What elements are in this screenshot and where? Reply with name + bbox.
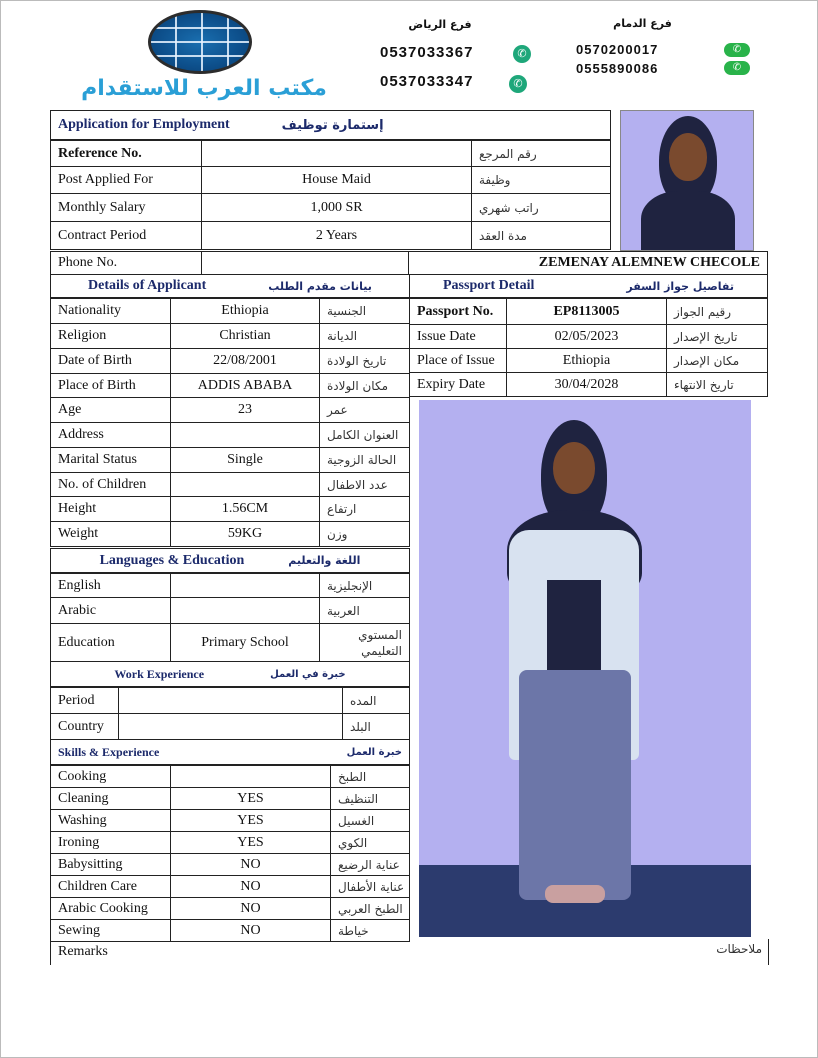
languages-value: Primary School	[170, 623, 320, 662]
skills-label-ar: خياطة	[330, 919, 410, 942]
skills-value: NO	[170, 897, 331, 920]
passport-value: 02/05/2023	[506, 324, 667, 349]
passport-title-ar: تفاصيل جواز السفر	[626, 279, 734, 293]
skills-label: Ironing	[50, 831, 171, 854]
agency-logo-icon	[148, 10, 252, 74]
skills-label-ar: عناية الأطفال	[330, 875, 410, 898]
applicant-label-ar: الحالة الزوجية	[319, 447, 410, 473]
applicant-label: Address	[50, 422, 171, 448]
applicant-photo-full	[419, 400, 751, 937]
work-value	[118, 713, 343, 740]
phone-value	[201, 251, 409, 275]
applicant-label-ar: عدد الاطفال	[319, 472, 410, 497]
passport-label: Expiry Date	[409, 372, 507, 397]
passport-label-ar: رقيم الجواز	[666, 298, 768, 325]
applicant-label: Marital Status	[50, 447, 171, 473]
skills-title-ar: خبرة العمل	[346, 746, 402, 758]
contract-label: Contract Period	[50, 221, 202, 250]
work-label-ar: المده	[342, 687, 410, 714]
applicant-value: 22/08/2001	[170, 348, 320, 374]
skills-label-ar: الكوي	[330, 831, 410, 854]
skills-header	[50, 739, 410, 765]
post-value: House Maid	[201, 166, 472, 194]
skills-label: Children Care	[50, 875, 171, 898]
skills-value: YES	[170, 831, 331, 854]
reference-value	[201, 140, 472, 167]
applicant-label: Weight	[50, 521, 171, 547]
applicant-value: 59KG	[170, 521, 320, 547]
work-title-ar: خبرة في العمل	[270, 668, 346, 680]
whatsapp-icon: ✆	[509, 75, 527, 93]
skills-label-ar: الغسيل	[330, 809, 410, 832]
languages-label-ar: العربية	[319, 597, 410, 624]
passport-label-ar: مكان الإصدار	[666, 348, 768, 373]
contract-label-ar: مدة العقد	[471, 221, 611, 250]
applicant-photo-small	[620, 110, 754, 251]
applicant-name: ZEMENAY ALEMNEW CHECOLE	[408, 251, 768, 275]
salary-label-ar: راتب شهري	[471, 193, 611, 222]
passport-header	[409, 274, 768, 298]
skills-value: YES	[170, 787, 331, 810]
skills-label: Sewing	[50, 919, 171, 942]
remarks-label: Remarks	[58, 944, 108, 959]
agency-name: مكتب العرب للاستقدام	[81, 76, 327, 101]
passport-value: Ethiopia	[506, 348, 667, 373]
skills-value: YES	[170, 809, 331, 832]
applicant-details-title: Details of Applicant	[88, 278, 207, 293]
dammam-phone-1: 0570200017	[576, 42, 659, 57]
applicant-label: Place of Birth	[50, 373, 171, 398]
applicant-label: Nationality	[50, 298, 171, 324]
application-title-ar: إستمارة توظيف	[281, 117, 384, 133]
applicant-value: 23	[170, 397, 320, 423]
applicant-label-ar: تاريخ الولادة	[319, 348, 410, 374]
whatsapp-icon: ✆	[513, 45, 531, 63]
applicant-label: Date of Birth	[50, 348, 171, 374]
applicant-label-ar: ارتفاع	[319, 496, 410, 522]
applicant-value	[170, 472, 320, 497]
languages-value	[170, 597, 320, 624]
languages-title: Languages & Education	[99, 552, 245, 568]
applicant-value: Single	[170, 447, 320, 473]
phone-icon: ✆	[724, 43, 750, 57]
applicant-label: No. of Children	[50, 472, 171, 497]
applicant-label-ar: الديانة	[319, 323, 410, 349]
passport-label-ar: تاريخ الإصدار	[666, 324, 768, 349]
remarks-row	[50, 939, 769, 965]
applicant-label: Age	[50, 397, 171, 423]
languages-header	[50, 548, 410, 573]
languages-value	[170, 573, 320, 598]
languages-label: Arabic	[50, 597, 171, 624]
skills-label: Cooking	[50, 765, 171, 788]
skills-label-ar: الطبخ العربي	[330, 897, 410, 920]
applicant-value: ADDIS ABABA	[170, 373, 320, 398]
phone-label: Phone No.	[50, 251, 202, 275]
salary-value: 1,000 SR	[201, 193, 472, 222]
applicant-value: Christian	[170, 323, 320, 349]
applicant-label-ar: عمر	[319, 397, 410, 423]
skills-label-ar: التنظيف	[330, 787, 410, 810]
dammam-branch-title: فرع الدمام	[613, 17, 672, 30]
reference-label-ar: رقم المرجع	[471, 140, 611, 167]
passport-value: EP8113005	[506, 298, 667, 325]
work-title: Work Experience	[114, 666, 205, 681]
work-header	[50, 661, 410, 687]
riyadh-branch-title: فرع الرياض	[408, 18, 472, 31]
work-label-ar: البلد	[342, 713, 410, 740]
skills-label: Washing	[50, 809, 171, 832]
skills-value: NO	[170, 853, 331, 876]
riyadh-phone-2: 0537033347	[380, 73, 474, 90]
applicant-details-title-ar: بيانات مقدم الطلب	[268, 279, 372, 293]
application-title-row	[50, 110, 611, 140]
work-label: Period	[50, 687, 119, 714]
passport-label: Place of Issue	[409, 348, 507, 373]
applicant-details-header	[50, 274, 410, 298]
skills-title: Skills & Experience	[58, 744, 160, 759]
post-label-ar: وظيفة	[471, 166, 611, 194]
languages-label-ar: الإنجليزية	[319, 573, 410, 598]
skills-value: NO	[170, 875, 331, 898]
work-value	[118, 687, 343, 714]
applicant-value: 1.56CM	[170, 496, 320, 522]
applicant-label: Height	[50, 496, 171, 522]
languages-label: English	[50, 573, 171, 598]
riyadh-phone-1: 0537033367	[380, 44, 474, 61]
phone-icon: ✆	[724, 61, 750, 75]
contract-value: 2 Years	[201, 221, 472, 250]
passport-label-ar: تاريخ الانتهاء	[666, 372, 768, 397]
languages-label-ar: المستوي التعليمي	[319, 623, 410, 662]
skills-label: Arabic Cooking	[50, 897, 171, 920]
dammam-phone-2: 0555890086	[576, 61, 659, 76]
passport-title: Passport Detail	[443, 278, 535, 293]
applicant-value: Ethiopia	[170, 298, 320, 324]
applicant-label-ar: العنوان الكامل	[319, 422, 410, 448]
skills-label-ar: عناية الرضيع	[330, 853, 410, 876]
skills-value	[170, 765, 331, 788]
work-label: Country	[50, 713, 119, 740]
applicant-label-ar: وزن	[319, 521, 410, 547]
passport-label: Issue Date	[409, 324, 507, 349]
applicant-label: Religion	[50, 323, 171, 349]
skills-value: NO	[170, 919, 331, 942]
languages-title-ar: اللغة والتعليم	[288, 554, 361, 567]
applicant-label-ar: الجنسية	[319, 298, 410, 324]
skills-label: Cleaning	[50, 787, 171, 810]
applicant-label-ar: مكان الولادة	[319, 373, 410, 398]
remarks-label-ar: ملاحظات	[716, 942, 762, 956]
passport-label: Passport No.	[409, 298, 507, 325]
post-label: Post Applied For	[50, 166, 202, 194]
applicant-value	[170, 422, 320, 448]
application-title-en: Application for Employment	[58, 117, 230, 132]
skills-label: Babysitting	[50, 853, 171, 876]
skills-label-ar: الطبخ	[330, 765, 410, 788]
reference-label: Reference No.	[50, 140, 202, 167]
salary-label: Monthly Salary	[50, 193, 202, 222]
languages-label: Education	[50, 623, 171, 662]
passport-value: 30/04/2028	[506, 372, 667, 397]
